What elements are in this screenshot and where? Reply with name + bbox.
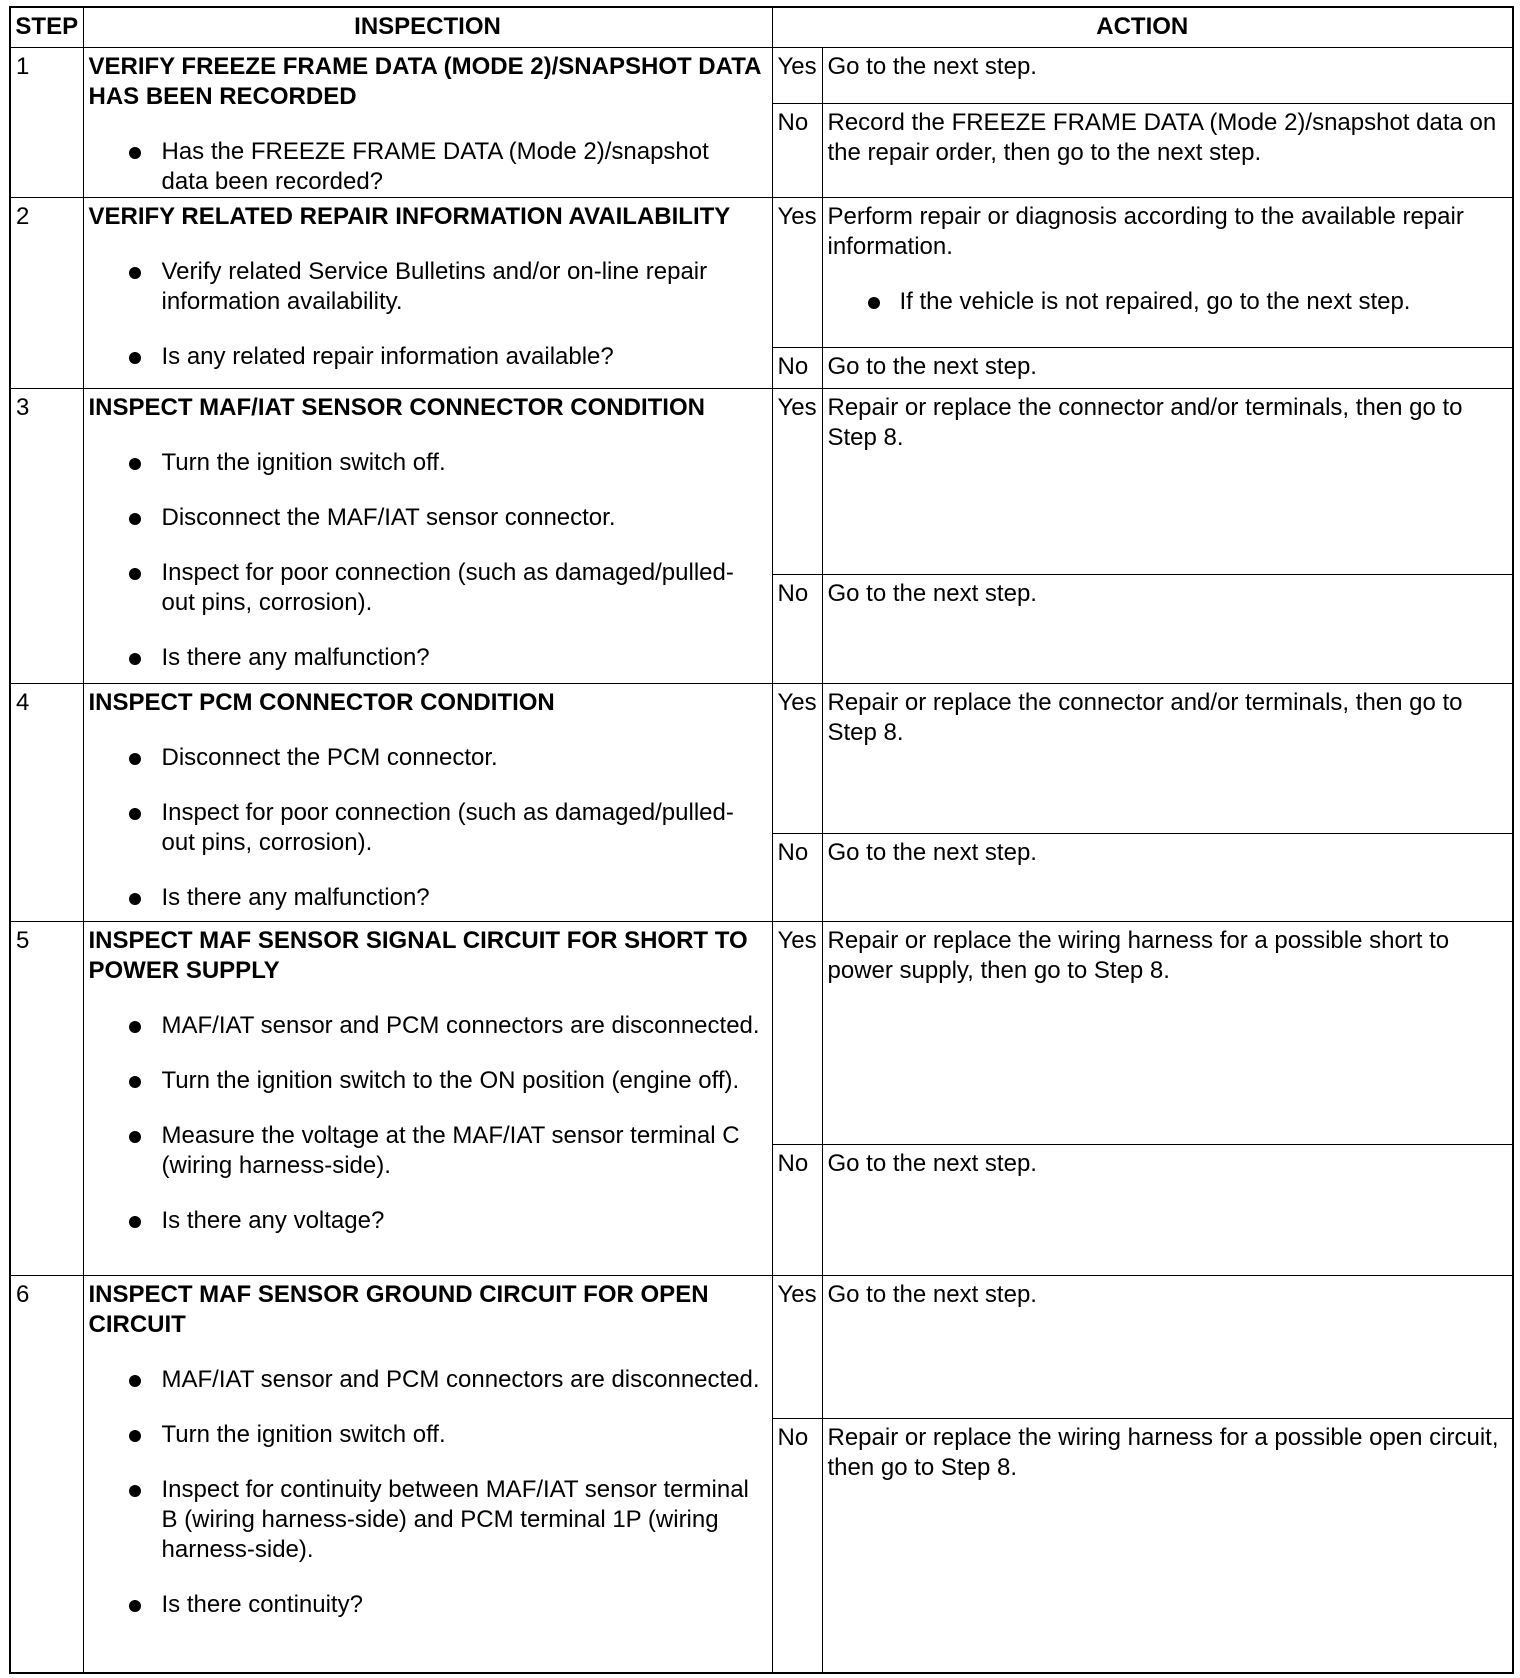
step-number: 5	[10, 921, 83, 1275]
no-label: No	[772, 1418, 822, 1673]
bullet-icon	[129, 568, 141, 580]
bullet-icon	[129, 1485, 141, 1497]
yes-label: Yes	[772, 388, 822, 574]
bullet-item: Disconnect the PCM connector.	[162, 743, 767, 773]
no-label: No	[772, 833, 822, 921]
no-label: No	[772, 347, 822, 388]
bullet-item: Inspect for poor connection (such as damaged/pulled-out pins, corrosion).	[162, 798, 767, 858]
inspection-title: INSPECT MAF SENSOR SIGNAL CIRCUIT FOR SHORT TO POWER SUPPLY	[88, 926, 748, 984]
inspection-cell	[83, 1275, 772, 1673]
yes-action: Repair or replace the connector and/or terminals, then go to Step 8.	[822, 388, 1513, 574]
diagnostic-procedure-table	[9, 6, 1514, 1674]
bullet-icon	[129, 1131, 141, 1143]
bullet-item: Is there any malfunction?	[162, 643, 767, 673]
step-6-yes-row	[10, 1275, 1513, 1418]
yes-label: Yes	[772, 197, 822, 347]
no-action: Go to the next step.	[822, 833, 1513, 921]
inspection-bullets	[89, 1365, 767, 1620]
bullet-item: Is there any voltage?	[162, 1206, 767, 1236]
no-action: Go to the next step.	[822, 347, 1513, 388]
bullet-icon	[129, 893, 141, 905]
yes-action: Go to the next step.	[822, 1275, 1513, 1418]
no-action: Go to the next step.	[822, 1144, 1513, 1275]
bullet-item: Inspect for poor connection (such as damaged/pulled-out pins, corrosion).	[162, 558, 767, 618]
step-5-yes-row	[10, 921, 1513, 1144]
inspection-cell	[83, 197, 772, 388]
step-4-yes-row	[10, 683, 1513, 833]
inspection-bullets	[89, 448, 767, 673]
step-number: 4	[10, 683, 83, 921]
bullet-item: Disconnect the MAF/IAT sensor connector.	[162, 503, 767, 533]
inspection-title: INSPECT PCM CONNECTOR CONDITION	[88, 688, 555, 716]
bullet-icon	[129, 1216, 141, 1228]
inspection-cell	[83, 388, 772, 683]
bullet-icon	[129, 267, 141, 279]
no-action: Record the FREEZE FRAME DATA (Mode 2)/snapshot data on the repair order, then go to the next step.	[822, 104, 1513, 198]
bullet-icon	[129, 147, 141, 159]
bullet-item: Is there any malfunction?	[162, 883, 767, 913]
inspection-cell	[83, 47, 772, 197]
yes-label: Yes	[772, 1275, 822, 1418]
inspection-title: INSPECT MAF/IAT SENSOR CONNECTOR CONDITION	[88, 393, 705, 421]
inspection-bullets	[89, 137, 767, 197]
bullet-icon	[129, 753, 141, 765]
yes-action-cell	[822, 197, 1513, 347]
bullet-item: Inspect for continuity between MAF/IAT sensor terminal B (wiring harness-side) and PCM terminal 1P (wiring harness-side).	[162, 1475, 767, 1565]
no-label: No	[772, 104, 822, 198]
no-action: Repair or replace the wiring harness for a possible open circuit, then go to Step 8.	[822, 1418, 1513, 1673]
inspection-bullets	[89, 743, 767, 913]
inspection-title: INSPECT MAF SENSOR GROUND CIRCUIT FOR OPEN CIRCUIT	[88, 1280, 709, 1338]
step-number: 2	[10, 197, 83, 388]
step-1-yes-row	[10, 47, 1513, 104]
yes-label: Yes	[772, 683, 822, 833]
bullet-item: MAF/IAT sensor and PCM connectors are disconnected.	[162, 1365, 767, 1395]
step-number: 3	[10, 388, 83, 683]
action-sub-bullets	[828, 287, 1508, 317]
yes-action: Repair or replace the wiring harness for a possible short to power supply, then go to Step 8.	[822, 921, 1513, 1144]
bullet-item: Is there continuity?	[162, 1590, 767, 1620]
inspection-title: VERIFY FREEZE FRAME DATA (MODE 2)/SNAPSHOT DATA HAS BEEN RECORDED	[88, 52, 761, 110]
header-inspection: INSPECTION	[83, 7, 772, 47]
header-step: STEP	[10, 7, 83, 47]
bullet-icon	[129, 1375, 141, 1387]
bullet-item: Turn the ignition switch off.	[162, 448, 767, 478]
inspection-title: VERIFY RELATED REPAIR INFORMATION AVAILABILITY	[88, 202, 731, 230]
bullet-icon	[129, 808, 141, 820]
sub-bullet-item: If the vehicle is not repaired, go to the next step.	[900, 287, 1508, 317]
yes-action: Repair or replace the connector and/or terminals, then go to Step 8.	[822, 683, 1513, 833]
step-number: 1	[10, 47, 83, 197]
bullet-item: MAF/IAT sensor and PCM connectors are disconnected.	[162, 1011, 767, 1041]
inspection-cell	[83, 921, 772, 1275]
step-2-yes-row	[10, 197, 1513, 347]
bullet-item: Has the FREEZE FRAME DATA (Mode 2)/snapshot data been recorded?	[162, 137, 767, 197]
bullet-item: Verify related Service Bulletins and/or on-line repair information availability.	[162, 257, 767, 317]
bullet-icon	[129, 1430, 141, 1442]
bullet-icon	[129, 458, 141, 470]
bullet-icon	[868, 297, 880, 309]
bullet-icon	[129, 653, 141, 665]
bullet-icon	[129, 352, 141, 364]
bullet-item: Turn the ignition switch to the ON position (engine off).	[162, 1066, 767, 1096]
no-action: Go to the next step.	[822, 574, 1513, 683]
bullet-item: Measure the voltage at the MAF/IAT sensor terminal C (wiring harness-side).	[162, 1121, 767, 1181]
yes-label: Yes	[772, 921, 822, 1144]
yes-label: Yes	[772, 47, 822, 104]
inspection-cell	[83, 683, 772, 921]
no-label: No	[772, 1144, 822, 1275]
bullet-icon	[129, 1076, 141, 1088]
no-label: No	[772, 574, 822, 683]
yes-action: Perform repair or diagnosis according to the available repair information.	[827, 202, 1464, 260]
yes-action: Go to the next step.	[822, 47, 1513, 104]
inspection-bullets	[89, 257, 767, 372]
header-row	[10, 7, 1513, 47]
bullet-icon	[129, 1600, 141, 1612]
bullet-icon	[129, 1021, 141, 1033]
inspection-bullets	[89, 1011, 767, 1236]
header-action: ACTION	[772, 7, 1513, 47]
bullet-item: Is any related repair information available?	[162, 342, 767, 372]
step-number: 6	[10, 1275, 83, 1673]
step-3-yes-row	[10, 388, 1513, 574]
bullet-icon	[129, 513, 141, 525]
bullet-item: Turn the ignition switch off.	[162, 1420, 767, 1450]
